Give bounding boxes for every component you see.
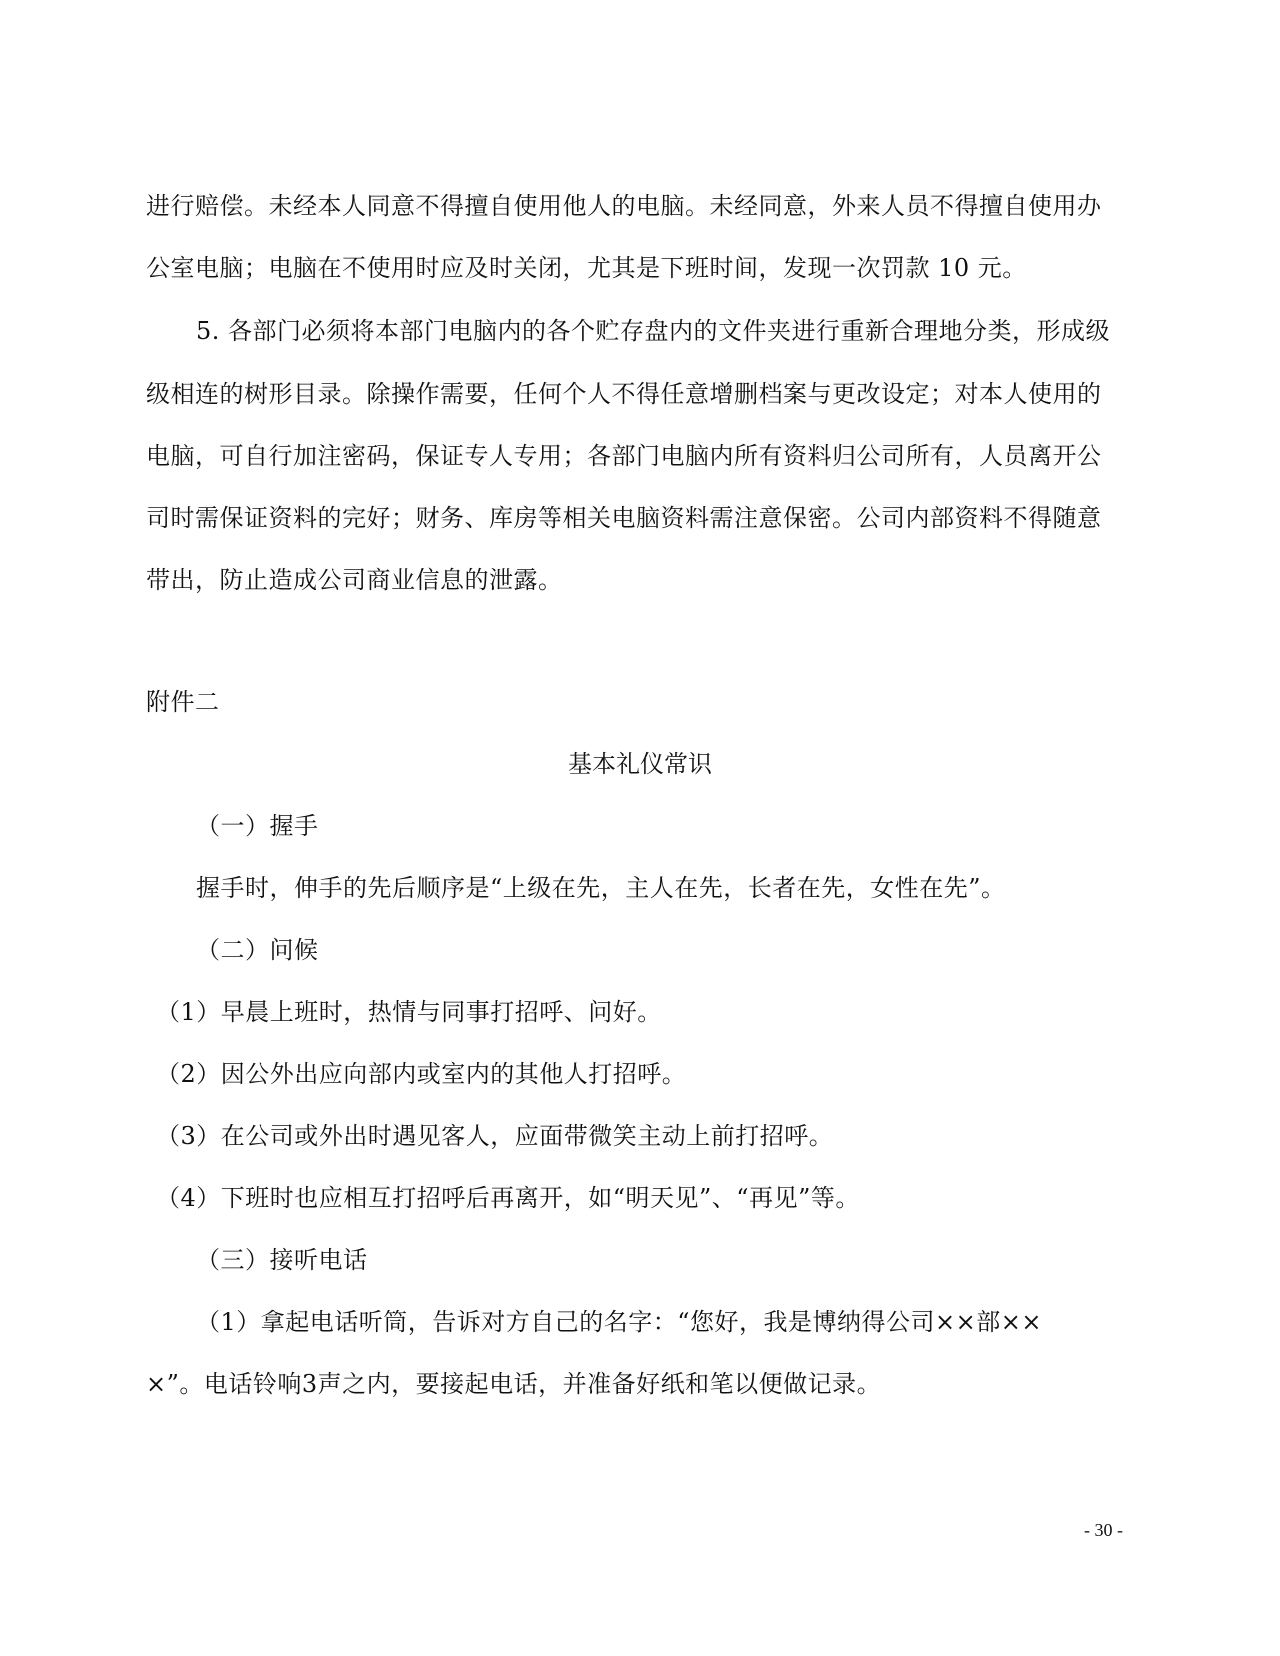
section-title: 基本礼仪常识 [568,750,712,778]
paragraph-2-line-5: 带出，防止造成公司商业信息的泄露。 [146,566,563,594]
handshake-heading: （一）握手 [196,812,319,840]
phone-line-1: （1）拿起电话听筒，告诉对方自己的名字：“您好，我是博纳得公司××部×× [196,1308,1042,1336]
attachment-label: 附件二 [146,688,220,716]
paragraph-2-line-3: 电脑，可自行加注密码，保证专人专用；各部门电脑内所有资料归公司所有，人员离开公 [146,442,1102,470]
paragraph-2-line-4: 司时需保证资料的完好；财务、库房等相关电脑资料需注意保密。公司内部资料不得随意 [146,504,1102,532]
paragraph-1-line-1: 进行赔偿。未经本人同意不得擅自使用他人的电脑。未经同意，外来人员不得擅自使用办 [146,192,1102,220]
greeting-item-4: （4）下班时也应相互打招呼后再离开，如“明天见”、“再见”等。 [156,1184,860,1212]
greeting-heading: （二）问候 [196,936,319,964]
phone-line-2: ×”。电话铃响3声之内，要接起电话，并准备好纸和笔以便做记录。 [146,1370,882,1398]
paragraph-1-line-2: 公室电脑；电脑在不使用时应及时关闭，尤其是下班时间，发现一次罚款 10 元。 [146,254,1027,282]
page-number: - 30 - [1084,1520,1123,1540]
greeting-item-1: （1）早晨上班时，热情与同事打招呼、问好。 [156,998,662,1026]
paragraph-2-line-2: 级相连的树形目录。除操作需要，任何个人不得任意增删档案与更改设定；对本人使用的 [146,380,1102,408]
greeting-item-3: （3）在公司或外出时遇见客人，应面带微笑主动上前打招呼。 [156,1122,834,1150]
greeting-item-2: （2）因公外出应向部内或室内的其他人打招呼。 [156,1060,687,1088]
phone-heading: （三）接听电话 [196,1246,368,1274]
handshake-text: 握手时，伸手的先后顺序是“上级在先，主人在先，长者在先，女性在先”。 [196,874,1006,902]
paragraph-2-line-1: 5. 各部门必须将本部门电脑内的各个贮存盘内的文件夹进行重新合理地分类，形成级 [196,317,1111,345]
